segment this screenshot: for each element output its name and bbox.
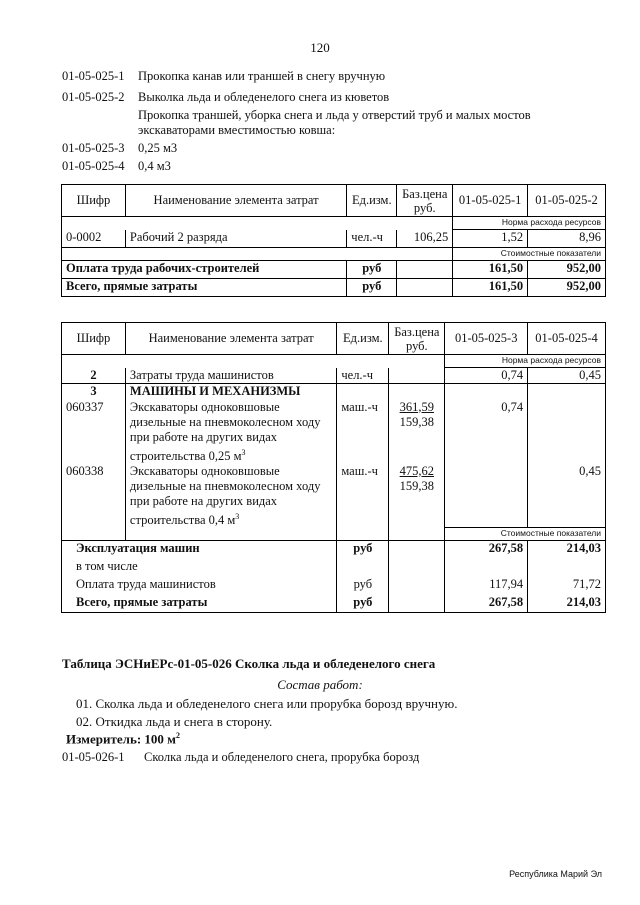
resource-table-1: [61, 184, 606, 297]
table-row: [62, 230, 606, 248]
total-name: в том числе: [62, 559, 337, 577]
norm-label-row: [62, 355, 606, 368]
norm-label: Норма расхода ресурсов: [453, 217, 606, 230]
total-unit: руб: [337, 577, 389, 595]
row-code: 2: [62, 368, 126, 384]
machine-name: [125, 464, 336, 528]
footer-region: Республика Марий Эл: [509, 869, 602, 879]
row-code: 0-0002: [62, 230, 126, 248]
row-name: Затраты труда машинистов: [125, 368, 336, 384]
line-code: 01-05-025-2: [62, 90, 125, 104]
header-line-2: [62, 90, 389, 105]
row-value-2: 8,96: [528, 230, 606, 248]
machine-name-line: строительства 0,4 м: [129, 512, 236, 527]
line-text: Сколка льда и обледенелого снега, прорубка борозд: [144, 750, 420, 764]
last-code-line: [62, 750, 419, 765]
col-header-name: Наименование элемента затрат: [125, 323, 336, 355]
line-code: 01-05-026-1: [62, 750, 125, 764]
total-value-1: 267,58: [445, 595, 528, 613]
machine-name-line: дизельные на пневмоколесном ходу: [129, 414, 321, 429]
table-row: [62, 368, 606, 384]
total-unit: [337, 559, 389, 577]
line-code: 01-05-025-4: [62, 159, 125, 173]
row-name: Рабочий 2 разряда: [125, 230, 346, 248]
unit-superscript: 3: [241, 447, 246, 457]
line-text: Выколка льда и обледенелого снега из кюветов: [138, 90, 390, 104]
measure-superscript: 2: [176, 731, 181, 740]
col-header-variant-4: 01-05-025-4: [528, 323, 606, 355]
machine-name-line: при работе на других видах: [129, 429, 278, 444]
total-name: Оплата труда рабочих-строителей: [62, 261, 347, 279]
machine-value-1: [445, 464, 528, 528]
machine-row: [62, 400, 606, 464]
machine-price-main: 475,62: [399, 463, 434, 478]
row-value-2: 0,45: [528, 368, 606, 384]
machine-name: [125, 400, 336, 464]
machine-name-line: Экскаваторы одноковшовые: [129, 399, 280, 414]
col-header-code: Шифр: [62, 185, 126, 217]
col-header-unit: Ед.изм.: [347, 185, 397, 217]
col-header-variant-3: 01-05-025-3: [445, 323, 528, 355]
section-title: Таблица ЭСНиЕРс-01-05-026 Сколка льда и обледенелого снега: [62, 656, 436, 671]
machine-value-1: 0,74: [445, 400, 528, 464]
table-header-row: [62, 323, 606, 355]
work-item: 02. Откидка льда и снега в сторону.: [76, 714, 273, 729]
total-name: Всего, прямые затраты: [62, 595, 337, 613]
col-header-price: Баз.цена руб.: [389, 323, 445, 355]
machine-unit: маш.-ч: [337, 400, 389, 464]
total-unit: руб: [337, 595, 389, 613]
line-code: 01-05-025-1: [62, 69, 125, 83]
resource-table-2: [61, 322, 606, 613]
total-value-1: 161,50: [453, 261, 528, 279]
total-row: [62, 559, 606, 577]
row-unit: чел.-ч: [337, 368, 389, 384]
table-header-row: [62, 185, 606, 217]
total-row: [62, 595, 606, 613]
row-price: 106,25: [397, 230, 453, 248]
total-name: Всего, прямые затраты: [62, 279, 347, 297]
machine-row: [62, 464, 606, 528]
total-name: Эксплуатация машин: [62, 541, 337, 559]
line-text: 0,25 м3: [138, 141, 178, 155]
row-value-1: 1,52: [453, 230, 528, 248]
measure-text: Измеритель: 100 м: [66, 731, 177, 747]
machine-unit: маш.-ч: [337, 464, 389, 528]
bucket-line-1: [62, 141, 177, 156]
section-code: 3: [62, 384, 126, 400]
machine-price: [389, 400, 445, 464]
norm-label: Норма расхода ресурсов: [445, 355, 606, 368]
total-value-2: 952,00: [528, 261, 606, 279]
col-header-code: Шифр: [62, 323, 126, 355]
machine-price-labor: 159,38: [399, 414, 434, 429]
cost-label-row: [62, 248, 606, 261]
total-value-2: 71,72: [528, 577, 606, 595]
total-unit: руб: [347, 261, 397, 279]
col-header-variant-2: 01-05-025-2: [528, 185, 606, 217]
total-value-2: [528, 559, 606, 577]
work-item: 01. Сколка льда и обледенелого снега или прорубка борозд вручную.: [76, 696, 458, 711]
col-header-unit: Ед.изм.: [337, 323, 389, 355]
total-unit: руб: [347, 279, 397, 297]
row-value-1: 0,74: [445, 368, 528, 384]
col-header-variant-1: 01-05-025-1: [453, 185, 528, 217]
page-number: 120: [310, 40, 330, 55]
cost-label: Стоимостные показатели: [453, 248, 606, 261]
cost-label-row: [62, 528, 606, 541]
section-name: МАШИНЫ И МЕХАНИЗМЫ: [125, 384, 336, 400]
total-row: [62, 279, 606, 297]
row-unit: чел.-ч: [347, 230, 397, 248]
total-value-1: [445, 559, 528, 577]
total-row: [62, 261, 606, 279]
machine-price-labor: 159,38: [399, 478, 434, 493]
total-row: [62, 577, 606, 595]
line-text: Прокопка канав или траншей в снегу вручную: [138, 69, 386, 83]
bucket-line-2: [62, 159, 171, 174]
line-text: 0,4 м3: [138, 159, 171, 173]
measure-label: [66, 731, 180, 747]
machine-code: 060337: [62, 400, 126, 464]
cost-label: Стоимостные показатели: [445, 528, 606, 541]
total-unit: руб: [337, 541, 389, 559]
description-line-2: экскаваторами вместимостью ковша:: [138, 123, 336, 137]
machine-name-line: строительства 0,25 м: [129, 448, 242, 463]
description-line-1: Прокопка траншей, уборка снега и льда у отверстий труб и малых мостов: [138, 108, 531, 122]
unit-superscript: 3: [235, 511, 240, 521]
total-row: [62, 541, 606, 559]
machine-price: [389, 464, 445, 528]
machine-price-main: 361,59: [399, 399, 434, 414]
total-value-1: 267,58: [445, 541, 528, 559]
total-value-2: 214,03: [528, 595, 606, 613]
total-name: Оплата труда машинистов: [62, 577, 337, 595]
total-value-1: 117,94: [445, 577, 528, 595]
machine-value-2: [528, 400, 606, 464]
col-header-price: Баз.цена руб.: [397, 185, 453, 217]
machine-name-line: дизельные на пневмоколесном ходу: [129, 478, 321, 493]
header-line-1: [62, 69, 385, 84]
total-value-2: 214,03: [528, 541, 606, 559]
line-code: 01-05-025-3: [62, 141, 125, 155]
machine-value-2: 0,45: [528, 464, 606, 528]
total-value-1: 161,50: [453, 279, 528, 297]
norm-label-row: [62, 217, 606, 230]
total-value-2: 952,00: [528, 279, 606, 297]
section-row: [62, 384, 606, 400]
section-subtitle: Состав работ:: [277, 677, 363, 692]
machine-name-line: при работе на других видах: [129, 493, 278, 508]
machine-code: 060338: [62, 464, 126, 528]
col-header-name: Наименование элемента затрат: [125, 185, 346, 217]
machine-name-line: Экскаваторы одноковшовые: [129, 463, 280, 478]
